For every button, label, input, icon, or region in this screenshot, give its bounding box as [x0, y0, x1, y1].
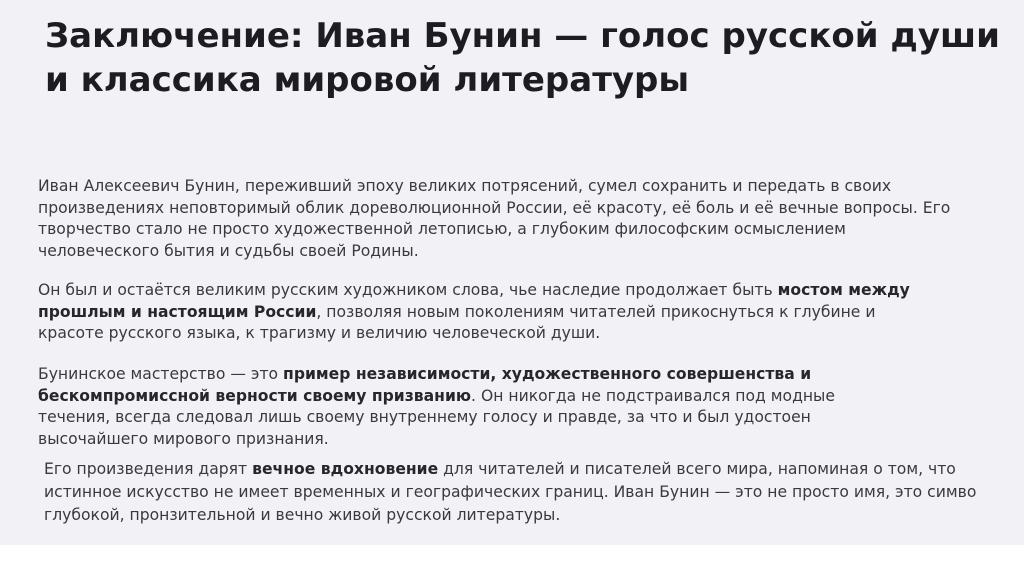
paragraph-3-text-after: . Он никогда не подстраивался под модные течения, всегда следовал лишь своему внутреннему голосу и правде, за что и был удостоен высочайшего мирового признания. — [38, 386, 835, 448]
paragraph-2-text-after: , позволяя новым поколениям читателей прикоснуться к глубине и красоте русского языка, к трагизму и величию человеческой души. — [38, 302, 876, 342]
paragraph-4-line-1-before: Его произведения дарят — [44, 460, 253, 478]
paragraph-4 — [44, 458, 1024, 527]
slide-title: Заключение: Иван Бунин — голос русской души и классика мировой литературы — [45, 16, 1000, 100]
paragraph-3-emphasis: пример независимости, художественного совершенства и бескомпромиссной верности своему призванию — [38, 365, 812, 405]
paragraph-2 — [38, 280, 928, 345]
paragraph-4-emphasis: вечное вдохновение — [252, 460, 439, 478]
paragraph-1 — [38, 176, 968, 262]
paragraph-1-text: Иван Алексеевич Бунин, переживший эпоху великих потрясений, сумел сохранить и передать в своих произведениях неповторимый облик дореволюционной России, её красоту, её боль и её вечные вопросы. Его творчество стало не просто художественной летописью, а глубоким философским осмыслением человеческого бытия и судьбы своей Родины. — [38, 177, 951, 260]
paragraph-4-line-1-after: для читателей и писателей всего мира, напоминая о том, что — [438, 460, 956, 478]
paragraph-4-line-3: глубокой, пронзительной и вечно живой русской литературы. — [44, 506, 561, 524]
paragraph-4-line-1 — [44, 458, 1024, 481]
paragraph-3-text-before: Бунинское мастерство — это — [38, 365, 284, 383]
paragraph-4-line-2: истинное искусство не имеет временных и географических границ. Иван Бунин — это не просто имя, это симво — [44, 483, 977, 501]
paragraph-2-text-before: Он был и остаётся великим русским художником слова, чье наследие продолжает быть — [38, 281, 778, 299]
paragraph-3 — [38, 364, 898, 450]
paragraph-2-emphasis: мостом между прошлым и настоящим России — [38, 281, 910, 321]
